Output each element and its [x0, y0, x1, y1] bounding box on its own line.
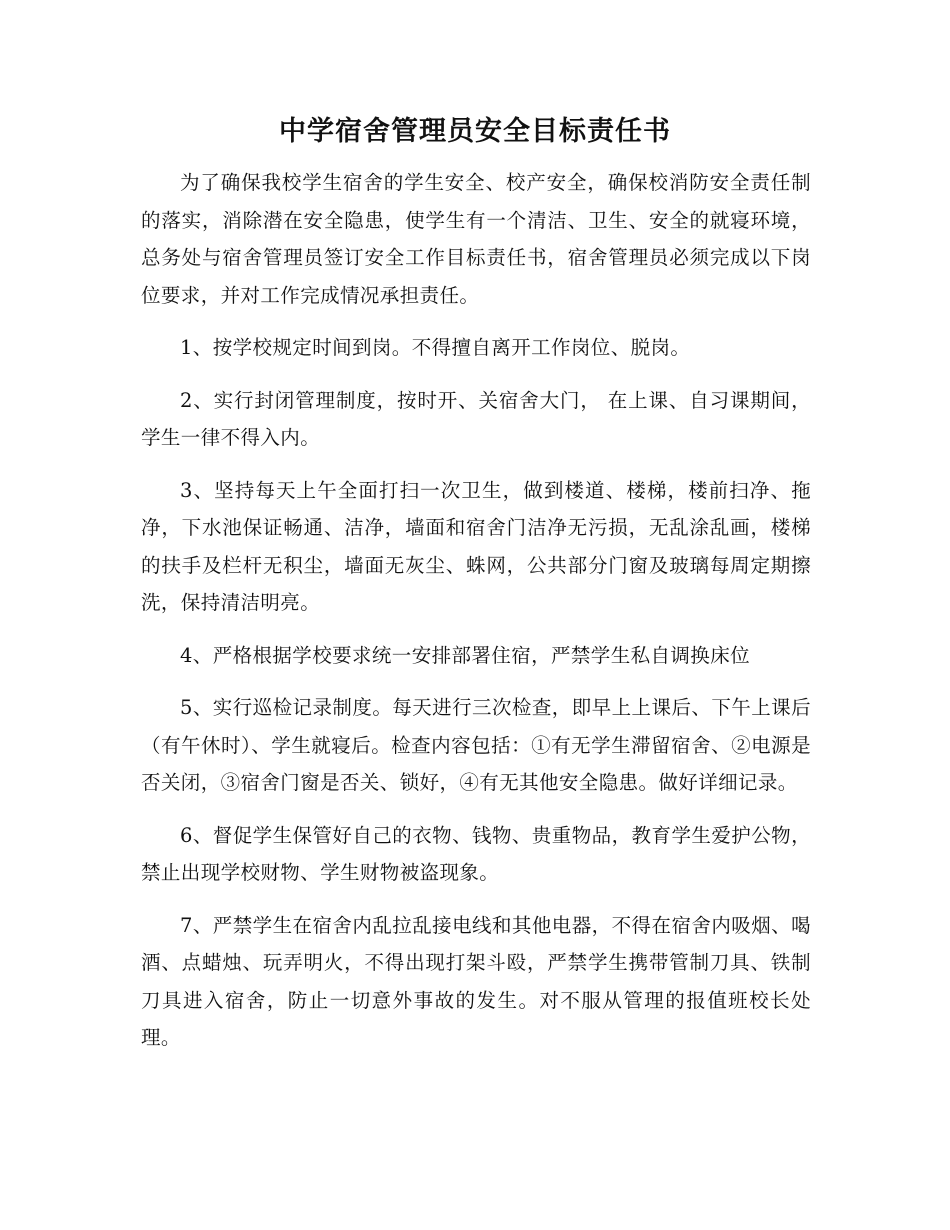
document-body [141, 164, 811, 1072]
rule-6-paragraph: 6、督促学生保管好自己的衣物、钱物、贵重物品，教育学生爱护公物，禁止出现学校财物、学生财物被盗现象。 [141, 823, 811, 884]
rule-1-paragraph: 1、按学校规定时间到岗。不得擅自离开工作岗位、脱岗。 [180, 336, 691, 359]
document-title: 中学宿舍管理员安全目标责任书 [279, 116, 671, 147]
rule-5-paragraph: 5、实行巡检记录制度。每天进行三次检查，即早上上课后、下午上课后（有午休时）、学生就寝后。检查内容包括：①有无学生滞留宿舍、②电源是否关闭，③宿舍门窗是否关、锁好，④有无其他安全隐患。做好详细记录。 [141, 696, 811, 794]
rule-2-paragraph: 2、实行封闭管理制度，按时开、关宿舍大门， 在上课、自习课期间，学生一律不得入内。 [141, 388, 811, 449]
rule-4-paragraph: 4、严格根据学校要求统一安排部署住宿，严禁学生私自调换床位 [180, 643, 751, 667]
intro-paragraph: 为了确保我校学生宿舍的学生安全、校产安全，确保校消防安全责任制的落实，消除潜在安全隐患，使学生有一个清洁、卫生、安全的就寝环境，总务处与宿舍管理员签订安全工作目标责任书，宿舍管理员必须完成以下岗位要求，并对工作完成情况承担责任。 [141, 171, 811, 307]
rule-7-paragraph: 7、严禁学生在宿舍内乱拉乱接电线和其他电器，不得在宿舍内吸烟、喝酒、点蜡烛、玩弄明火，不得出现打架斗殴，严禁学生携带管制刀具、铁制刀具进入宿舍，防止一切意外事故的发生。对不服从管理的报值班校长处理。 [141, 913, 811, 1049]
rule-3-paragraph: 3、坚持每天上午全面打扫一次卫生，做到楼道、楼梯，楼前扫净、拖净，下水池保证畅通、洁净，墙面和宿舍门洁净无污损，无乱涂乱画，楼梯的扶手及栏杆无积尘，墙面无灰尘、蛛网，公共部分门窗及玻璃每周定期擦洗，保持清洁明亮。 [141, 478, 811, 614]
